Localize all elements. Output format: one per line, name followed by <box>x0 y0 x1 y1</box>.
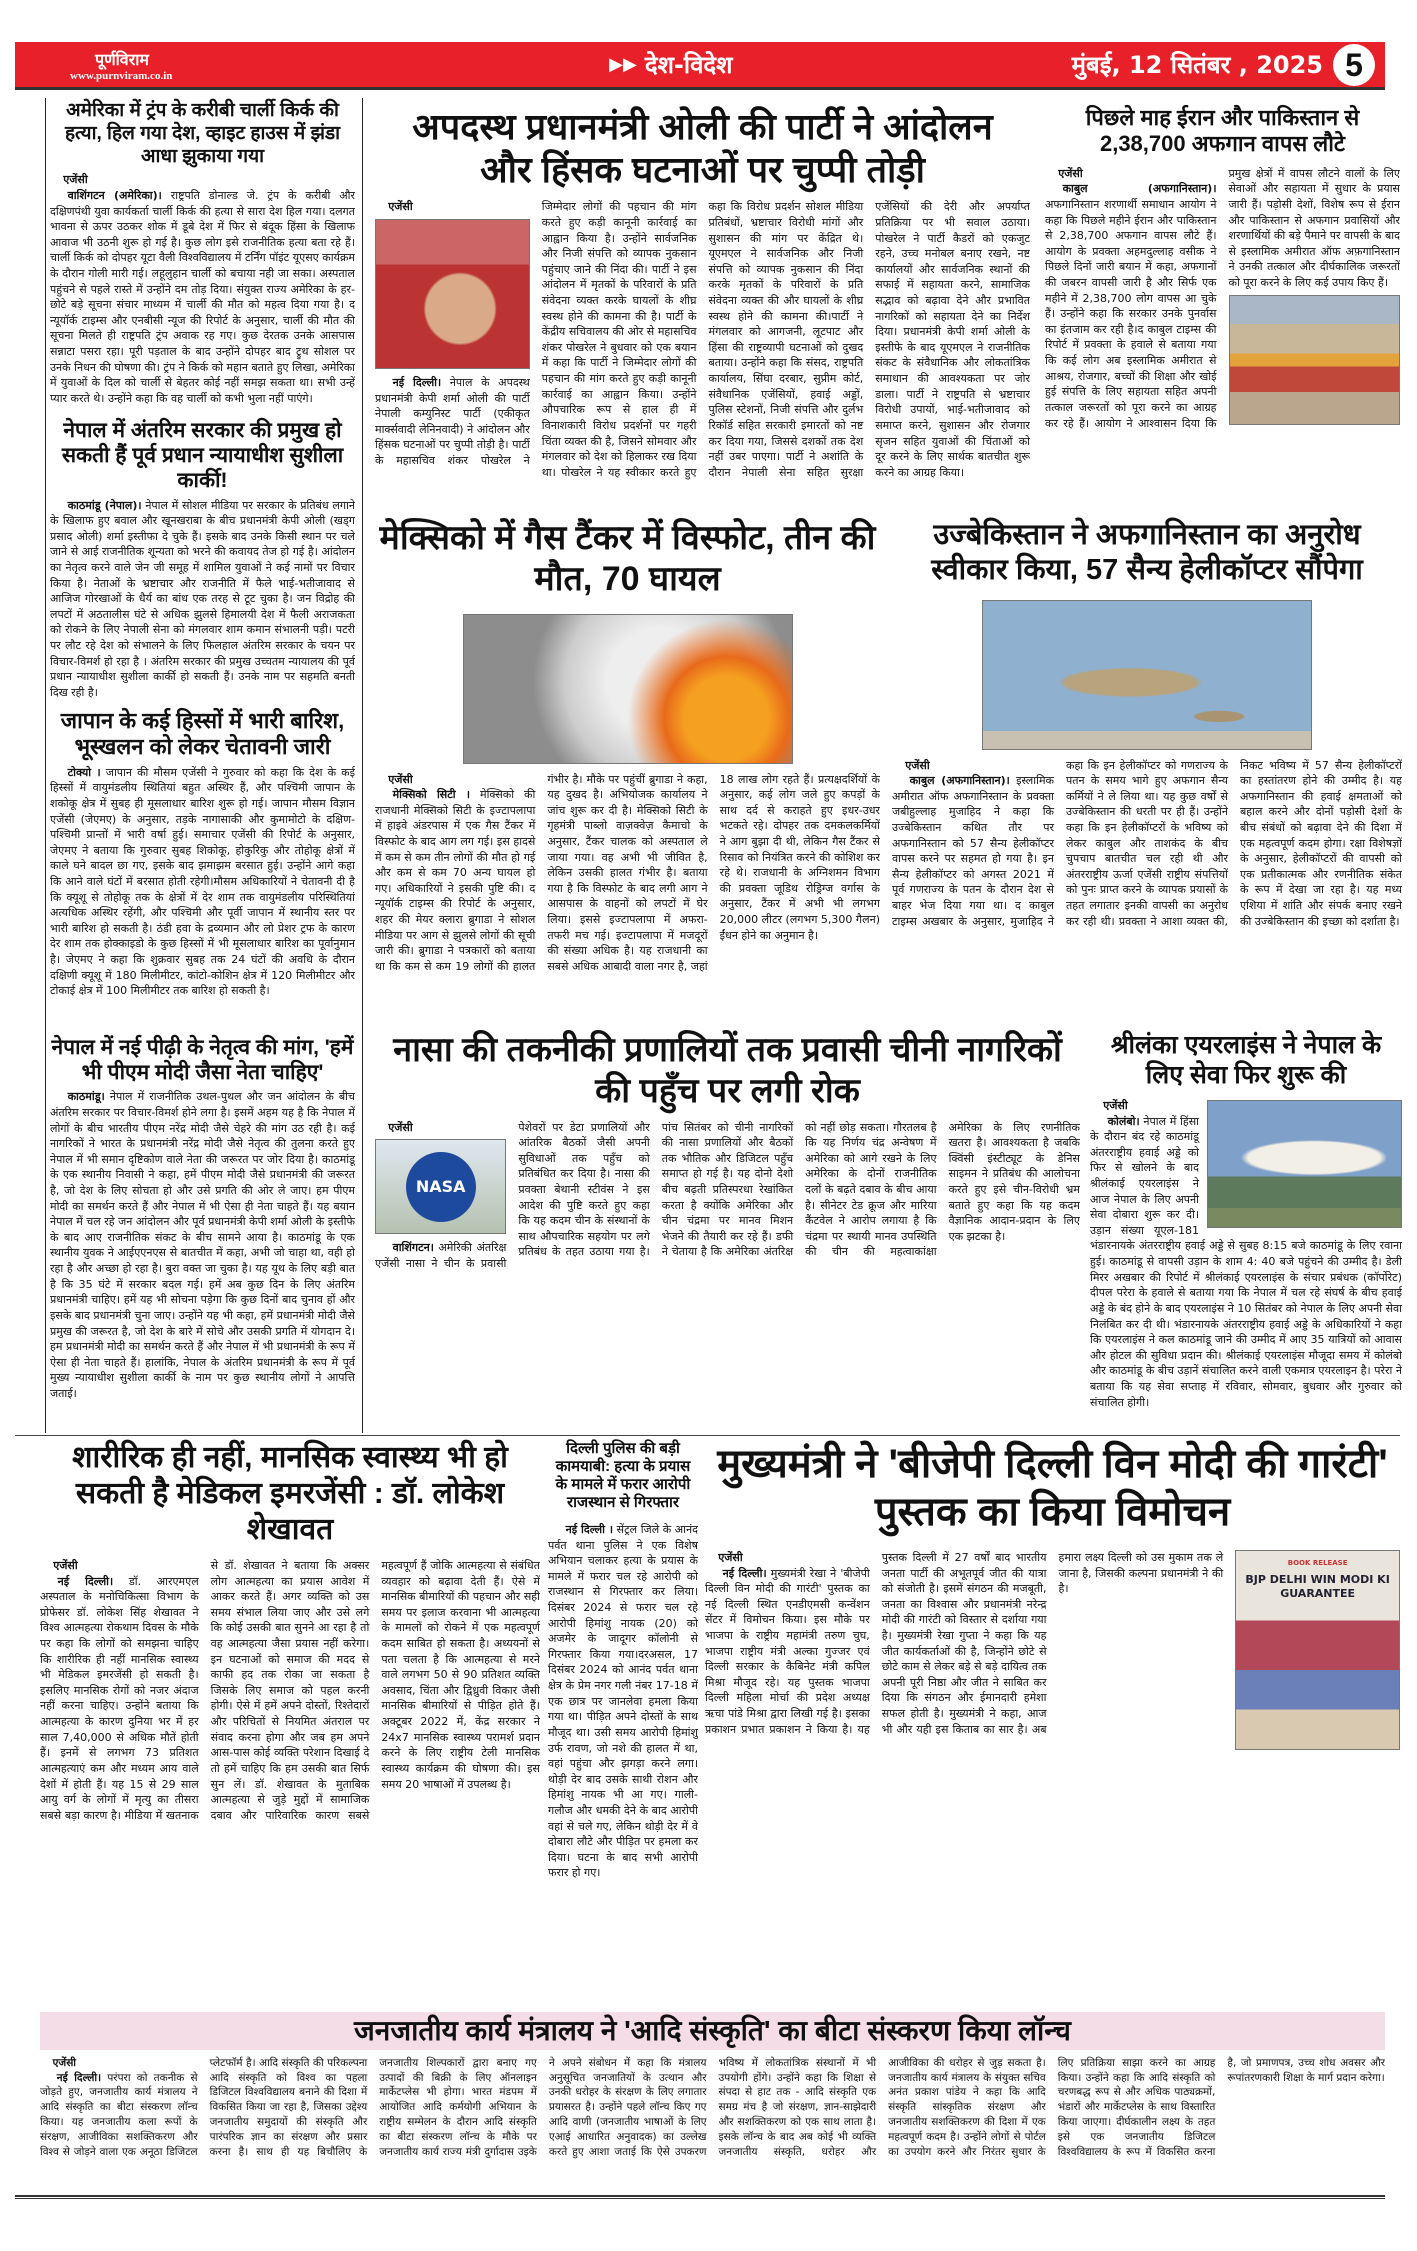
photo-book-release <box>1235 1550 1400 1750</box>
photo-tanker-fire <box>463 614 793 764</box>
article-body <box>50 498 355 718</box>
masthead <box>15 42 1385 90</box>
article-body <box>375 610 880 1005</box>
agency-credit: एजेंसी <box>388 1120 413 1134</box>
agency-credit: एजेंसी <box>63 173 88 187</box>
article-mental-health <box>40 1440 540 2003</box>
dateline-place: वाशिंगटन (अमेरिका)। <box>67 189 162 202</box>
headline: नेपाल में अंतरिम सरकार की प्रमुख हो सकती हैं पूर्व प्रधान न्यायाधीश सुशीला कार्की! <box>61 419 344 493</box>
article-body <box>50 1089 355 1414</box>
article-body <box>375 199 1030 499</box>
headline: पिछले माह ईरान और पाकिस्तान से 2,38,700 अफगान वापस लौटे <box>1085 105 1360 157</box>
dateline-place: काबुल (अफगानिस्तान)। <box>909 774 1010 788</box>
agency-credit: एजेंसी <box>1058 166 1083 180</box>
photo-nasa-globe <box>375 1139 506 1234</box>
body-text: अफगानिस्तान शरणार्थी समाधान आयोग ने कहा कि पिछले महीने ईरान और पाकिस्तान से 2,38,700 अफगान वापस लौटे हैं। आयोग के प्रवक्ता अहमदुल्लाह वसीक ने पिछले दिनों जारी बयान में कहा, अफगानों की जबरन वापसी जारी है और सिर्फ एक महीने में 2,38,700 लोग वापस आ चुके हैं। उन्होंने कहा कि सरकार उनके पुनर्वास का इंतजाम कर रही है।द काबुल टाइम्स की रिपोर्ट में प्रवक्ता के हवाले से बताया गया कि कई लोग अब इस्लामिक अमीरात से आश्रय, रोजगार, बच्चों की शिक्षा और खोई हुई संपत्ति के लिए सहायता सहित अपनी तत्काल जरूरतों को पूरा करने का आग्रह कर रहे हैं। आयोग ने आश्वासन दिया कि प्रमुख क्षेत्रों में वापस लौटने वालों के लिए सेवाओं और सहायता में सुधार के प्रयास जारी हैं। पड़ोसी देशों, विशेष रूप से ईरान और पाकिस्तान से अफगान प्रवासियों और शरणार्थियों की बड़े पैमाने पर वापसी के बाद से इस्लामिक अमीरात ऑफ अफ़गानिस्तान ने उनकी तत्काल और दीर्घकालिक जरूरतों को पूरा करने के लिए कई उपाय किए हैं। <box>1045 166 1400 430</box>
body-text: नेपाल में राजनीतिक उथल-पुथल और जन आंदोलन के बीच अंतरिम सरकार पर विचार-विमर्श होने लगा है। इसमें अहम यह है कि नेपाल में लोगों के बीच भारतीय पीएम नरेंद्र मोदी जैसे चेहरे की मांग उठ रही है। कई नागरिकों ने भारत के प्रधानमंत्री नरेंद्र मोदी जैसे नेतृत्व की तुलना करते हुए नेपाल में भी समान दृष्टिकोण वाले नेता की जरूरत पर जोर दिया है। काठमांडू के एक स्थानीय निवासी ने कहा, हमें पीएम मोदी जैसे प्रधानमंत्री की जरूरत है, जो देश के लिए सोचता हो और उसे प्रगति की ओर ले जाए। हम पीएम मोदी का समर्थन करते हैं और नेपाल में भी ऐसा ही नेता चाहते हैं। यह बयान नेपाल में चल रहे जन आंदोलन और पूर्व प्रधानमंत्री केपी शर्मा ओली के इस्तीफे के बाद आए राजनीतिक संकट के बीच सामने आया है। काठमांडू के एक स्थानीय युवक ने आईएएनएस से बातचीत में कहा, अभी जो चाहा था, वही हो रहा है और अच्छा हो रहा है। बुरा वक्त जा चुका है। यह यूथ के लिए बड़ी बात है कि 35 घंटे में सरकार बदल गई। हमें अब कुछ दिन के लिए अंतरिम प्रधानमंत्री चाहिए। हमें यह भी सोचना पड़ेगा कि कुछ दिनों बाद चुनाव हों और इसके बाद प्रधानमंत्री चुना जाए। उन्होंने यह भी कहा, हमें प्रधानमंत्री मोदी जैसे प्रमुख की जरूरत है, जो देश के बारे में सोचे और उसकी प्रगति में योगदान दे। हम प्रधानमंत्री मोदी का समर्थन करते हैं और नेपाल में भी प्रधानमंत्री के रूप में ऐसा ही नेता चाहते हैं। हालांकि, नेपाल के अंतरिम प्रधानमंत्री के रूप में पूर्व मुख्य न्यायाधीश सुशीला कार्की के नाम पर कुछ स्थानीय लोगों ने आपत्ति जताई। <box>50 1090 355 1400</box>
headline: जनजातीय कार्य मंत्रालय ने 'आदि संस्कृति' का बीटा संस्करण किया लॉन्च <box>40 2012 1385 2050</box>
nasa-logo: NASA <box>406 1152 476 1222</box>
paper-name: पूर्णविराम <box>95 49 149 69</box>
body-text: परंपरा को तकनीक से जोड़ते हुए, जनजातीय कार्य मंत्रालय ने आदि संस्कृति का बीटा संस्करण लॉन्च किया। यह जनजातीय कला रूपों के संरक्षण, आजीविका सशक्तिकरण और विश्व से जोड़ने वाला एक अनूठा डिजिटल प्लेटफॉर्म है। आदि संस्कृति की परिकल्पना आदि संस्कृति को विश्व का पहला डिजिटल विश्वविद्यालय बनाने की दिशा में विकसित किया जा रहा है, जिसका उद्देश्य जनजातीय समुदायों की संस्कृति और पारंपरिक ज्ञान का संरक्षण और प्रसार करना है। साथ ही यह बिचौलिए के जनजातीय शिल्पकारों द्वारा बनाए गए उत्पादों की बिक्री के लिए ऑनलाइन मार्केटप्लेस भी होगा। भारत मंडपम में आयोजित आदि कर्मयोगी अभियान के राष्ट्रीय सम्मेलन के दौरान आदि संस्कृति का बीटा संस्करण लॉन्च के मौके पर जनजातीय कार्य राज्य मंत्री दुर्गादास उइके ने अपने संबोधन में कहा कि मंत्रालय अनुसूचित जनजातियों के उत्थान और उनकी धरोहर के संरक्षण के लिए लगातार प्रयासरत है। उन्होंने पहले लॉन्च किए गए आदि वाणी (जनजातीय भाषाओं के लिए एआई आधारित अनुवादक) का उल्लेख करते हुए आशा जताई कि ऐसे उपकरण भविष्य में लोकतांत्रिक संस्थानों में भी उपयोगी होंगे। उन्होंने कहा कि शिक्षा से संपदा से हाट तक - आदि संस्कृति एक समग्र मंच है जो संरक्षण, ज्ञान-साझेदारी और सशक्तिकरण को एक साथ लाता है। इसके लॉन्च के बाद अब कोई भी व्यक्ति जनजातीय संस्कृति, धरोहर और आजीविका की धरोहर से जुड़ सकता है। जनजातीय कार्य मंत्रालय के संयुक्त सचिव अनंत प्रकाश पांडेय ने कहा कि आदि संस्कृति सांस्कृतिक संरक्षण और जनजातीय सशक्तिकरण की दिशा में एक महत्वपूर्ण कदम है। उन्होंने लोगों से पोर्टल का उपयोग करने और निरंतर सुधार के लिए प्रतिक्रिया साझा करने का आग्रह किया। उन्होंने कहा कि आदि संस्कृति को चरणबद्ध रूप से और अधिक पाठ्यक्रमों, भंडारों और मार्केटप्लेस के साथ विस्तारित किया जाएगा। दीर्घकालीन लक्ष्य के तहत इसे एक जनजातीय डिजिटल विश्वविद्यालय के रूप में विकसित करना है, जो प्रमाणपत्र, उच्च शोध अवसर और रूपांतरणकारी शिक्षा के मार्ग प्रदान करेगा। <box>40 2056 1385 2159</box>
footer-rule <box>15 2195 1385 2199</box>
article-cm-book <box>705 1440 1400 1980</box>
dateline-place: नई दिल्ली। <box>392 375 442 389</box>
body-text: अमेरिकी अंतरिक्ष एजेंसी नासा ने चीन के प्रवासी पेशेवरों पर डेटा प्रणालियों और आंतरिक बैठकों जैसी अपनी सुविधाओं तक पहुँच को प्रतिबंधित कर दिया है। नासा की प्रवक्ता बेथानी स्टीवंस ने इस आदेश की पुष्टि करते हुए कहा कि यह कदम चीन के संस्थानों के साथ औपचारिक सहयोग पर लगे प्रतिबंध के तहत उठाया गया है। पांच सितंबर को चीनी नागरिकों की नासा प्रणालियों और बैठकों तक भौतिक और डिजिटल पहुँच समाप्त हो गई है। यह दोनो देशो बीच बढ़ती प्रतिस्परधा रेखांकित करता है क्योंकि अमेरिका और चीन चंद्रमा पर मानव मिशन भेजने की तैयारी कर रहे हैं। डफी ने चेताया है कि अमेरिका अंतरिक्ष को नहीं छोड़ सकता। गौरतलब है कि यह निर्णय चंद्र अन्वेषण में अमेरिका को आगे रखने के लिए अमेरिका के दोनों राजनीतिक दलों के बढ़ते दबाव के बीच आया है। सीनेटर टेड क्रूज और मारिया कैंटवेल ने आरोप लगाया है कि चंद्रमा पर स्थायी मानव उपस्थिति की चीन की महत्वाकांक्षा अमेरिका के लिए रणनीतिक खतरा है। आवश्यकता है जबकि क्विंसी इंस्टीट्यूट के डेनिस साइमन ने प्रतिबंध की आलोचना करते हुए इसे चीन-विरोधी भ्रम बताते हुए कहा कि यह कदम वैज्ञानिक आदान-प्रदान के लिए एक झटका है। <box>375 1120 1080 1270</box>
headline: अपदस्थ प्रधानमंत्री ओली की पार्टी ने आंदोलन और हिंसक घटनाओं पर चुप्पी तोड़ी <box>412 106 993 191</box>
headline: मेक्सिको में गैस टैंकर में विस्फोट, तीन की मौत, 70 घायल <box>379 519 876 598</box>
body-text: नेपाल में सोशल मीडिया पर सरकार के प्रतिबंध लगाने के खिलाफ हुए बवाल और खूनखराबा के बीच प्रधानमंत्री केपी ओली (खड्ग प्रसाद ओली) शर्मा इस्तीफा दे चुके हैं। इसके बाद उनके किसी स्थान पर चले जाने से आई राजनीतिक शून्यता को भरने की कवायद तेज हो गई है। आंदोलन का नेतृत्व करने वाले जेन जी समूह में शामिल युवाओं ने कई नामों पर विचार किया है। नेताओं के भ्रष्टाचार और राजनीति में फैले भाई-भतीजावाद से आजिज गोरखाओं के धैर्य का बांध एक तरह से टूट चुका है। जन विद्रोह की लपटों में अठतालीस घंटे से अधिक झुलसे हिमालयी देश में फैली अराजकता को रोकने के लिए नेपाली सेना को मंगलवार शाम कमान संभालनी पड़ी। पटरी पर लौट रहे देश को संभालने के लिए फिलहाल अंतरिम सरकार के चयन पर विचार-विमर्श हो रहा है । अंतरिम सरकार की प्रमुख उच्चतम न्यायालय की पूर्व प्रधान न्यायाधीश सुशीला कार्की हो सकती हैं। उनके नाम पर सहमति बनती दिख रही है। <box>50 498 355 699</box>
article-nepal-modi <box>50 1035 355 1414</box>
headline: श्रीलंका एयरलाइंस ने नेपाल के लिए सेवा फिर शुरू की <box>1110 1031 1382 1089</box>
headline: दिल्ली पुलिस की बड़ी कामयाबी: हत्या के प्रयास के मामले में फरार आरोपी राजस्थान से गिरफ्तार <box>555 1440 691 1511</box>
agency-credit: एजेंसी <box>53 1559 78 1572</box>
article-uzbek <box>892 518 1402 996</box>
dateline-place: काठमांडू। <box>67 1090 105 1104</box>
article-afghan-return <box>1045 105 1400 491</box>
dateline-place: नई दिल्ली। <box>57 1574 114 1588</box>
dateline-place: कोलंबो। <box>1107 1114 1140 1128</box>
headline: मुख्यमंत्री ने 'बीजेपी दिल्ली विन मोदी की गारंटी' पुस्तक का किया विमोचन <box>717 1442 1388 1534</box>
column-rule <box>45 98 46 1433</box>
dateline-place: वाशिंगटन। <box>392 1241 434 1255</box>
article-body <box>40 2056 1385 2186</box>
dateline-place: मेक्सिको सिटी । <box>392 788 471 802</box>
headline: अमेरिका में ट्रंप के करीबी चार्ली किर्क की हत्या, हिल गया देश, व्हाइट हाउस में झंडा आधा झुकाया गया <box>64 100 341 167</box>
agency-credit: एजेंसी <box>718 1551 743 1564</box>
headline: उज्बेकिस्तान ने अफगानिस्तान का अनुरोध स्वीकार किया, 57 सैन्य हेलीकॉप्टर सौंपेगा <box>931 519 1363 586</box>
body-text: सेंट्रल जिले के आनंद पर्वत थाना पुलिस ने एक विशेष अभियान चलाकर हत्या के प्रयास के मामले में फरार चल रहे आरोपी को राजस्थान से गिरफ्तार कर लिया। दिसंबर 2024 से फरार चल रहे आरोपी हिमांशु नायक (20) को अजमेर के जादूगर कॉलोनी से गिरफ्तार किया गया।दरअसल, 17 दिसंबर 2024 को आनंद पर्वत थाना क्षेत्र के प्रेम नगर गली नंबर 17-18 में एक छात्र पर जानलेवा हमला किया गया था। पीड़ित अपने दोस्तों के साथ मौजूद था। उसी समय आरोपी हिमांशु उर्फ रावण, जो नशे की हालत में था, वहां पहुंचा और झगड़ा करने लगा। थोड़ी देर बाद उसके साथी रोशन और हिमांशु नायक भी आ गए। गाली-गलौज और धमकी देने के बाद आरोपी वहां से चले गए, लेकिन थोड़ी देर में वे दोबारा लौटे और पीड़ित पर हमला कर दिया। घटना के बाद सभी आरोपी फरार हो गए। <box>548 1523 698 1880</box>
article-nasa <box>375 1030 1080 1420</box>
body-text: राष्ट्रपति डोनाल्ड जे. ट्रंप के करीबी और दक्षिणपंथी युवा कार्यकर्ता चार्ली किर्क की हत्या से सारा देश हिल गया। दलगत भावना से ऊपर उठकर शोक में डूबे देश में फिर से बंदूक हिंसा के खिलाफ आवाज भी उठनी शुरू हो गई है। कुछ लोग इसे राजनीतिक हत्या बता रहे हैं। चार्ली किर्क को दोपहर यूटा वैली विश्वविद्यालय में टर्निंग पॉइंट यूएसए कार्यक्रम के दौरान गोली मारी गई। लहूलुहान चार्ली को बचाया नही जा सका। अस्पताल पहुंचने से पहले रास्ते में उन्होंने दम तोड़ दिया। संयुक्त राज्य अमेरिका के हर-छोटे बड़े सूचना संचार माध्यम में चार्ली की मौत को महत्व दिया गया है। द न्यूयॉर्क टाइम्स और एनबीसी न्यूज की रिपोर्ट के अनुसार, चार्ली की मौत की सूचना मिलते ही राष्ट्रपति ट्रंप अवाक रह गए। कुछ देरतक उनके आसपास सन्नाटा पसरा रहा। पूरी पड़ताल के बाद उन्होंने दोपहर बाद ट्रुथ सोशल पर उनके निधन की घोषणा की। ट्रंप ने किर्क को महान बताते हुए लिखा, अमेरिका में युवाओं के दिल को चार्ली से बेहतर कोई नहीं समझ सकता था। सभी उन्हें प्यार करते थे। उन्होंने कहा कि वह चार्ली को कभी भुला नहीं पाएंगे। <box>50 189 355 405</box>
section-title: देश-विदेश <box>644 51 733 79</box>
article-body <box>40 1558 540 2003</box>
article-karki <box>50 418 355 718</box>
body-text: नेपाल के अपदस्थ प्रधानमंत्री केपी शर्मा ओली की पार्टी नेपाली कम्युनिस्ट पार्टी (एकीकृत मार्क्सवादी लेनिनवादी) ने आंदोलन और हिंसक घटनाओं पर चुप्पी तोड़ी है। पार्टी के महासचिव शंकर पोखरेल ने जिम्मेदार लोगों की पहचान की मांग करते हुए कड़ी कानूनी कार्रवाई का आह्वान किया है। उन्होंने सार्वजनिक और निजी संपत्ति को व्यापक नुकसान पहुंचाए जाने की निंदा की। पार्टी ने इस आंदोलन में मृतकों के परिवारों के प्रति संवेदना व्यक्त करके घायलों के शीघ्र स्वस्थ होने की कामना की है। पार्टी के केंद्रीय सचिवालय की ओर से महासचिव शंकर पोखरेल ने बुधवार को एक बयान में कहा कि पार्टी ने जिम्मेदार लोगों की पहचान की मांग करते हुए कड़ी कानूनी कार्रवाई का आह्वान किया। उन्होंने औपचारिक रूप से हाल ही में विनाशकारी विरोध प्रदर्शनों पर गहरी चिंता व्यक्त की है, जिसने सोमवार और मंगलवार को देश को हिलाकर रख दिया था। पोखरेल ने यह स्वीकार करते हुए कहा कि विरोध प्रदर्शन सोशल मीडिया प्रतिबंधों, भ्रष्टाचार विरोधी मांगों और सुशासन की मांग पर केंद्रित थे। यूएमएल ने सार्वजनिक और निजी संपत्ति को व्यापक नुकसान की निंदा करके मृतकों के परिवारों के प्रति संवेदना व्यक्त की और घायलों के शीघ्र स्वस्थ होने की कामना की।पार्टी ने मंगलवार को आगजनी, लूटपाट और हिंसा की राष्ट्रव्यापी घटनाओं को दुखद बताया। उन्होंने कहा कि संसद, राष्ट्रपति कार्यालय, सिंघा दरबार, सुप्रीम कोर्ट, संवैधानिक एजेंसियों, हवाई अड्डों, पुलिस स्टेशनों, निजी संपत्ति और दुर्लभ रिकॉर्ड सहित सरकारी इमारतों को नष्ट कर दिया गया, जिससे दशकों तक देश नहीं उबर पाएगा। पार्टी ने अशांति के दौरान नेपाली सेना सहित सुरक्षा एजेंसियों की देरी और अपर्याप्त प्रतिक्रिया पर भी सवाल उठाया। पोखरेल ने पार्टी कैडरों को एकजुट रहने, उच्च मनोबल बनाए रखने, नष्ट कार्यालयों और सार्वजनिक स्थानों की सफाई में सहायता करने, सामाजिक सद्भाव को बढ़ावा देने और प्रभावित नागरिकों को सहायता देने का निर्देश दिया। प्रधानमंत्री केपी शर्मा ओली के इस्तीफे के बाद यूएमएल ने राजनीतिक संकट के संवैधानिक और लोकतांत्रिक समाधान की आवश्यकता पर जोर डाला। पार्टी ने राष्ट्रपति से भ्रष्टाचार विरोधी उपायों, भाई-भतीजावाद को समाप्त करने, सुशासन और रोजगार सृजन सहित युवाओं की चिंताओं को दूर करने के लिए सार्थक बातचीत शुरू करने का आग्रह किया। <box>375 200 1030 479</box>
dateline: मुंबई, 12 सितंबर , 2025 <box>1071 51 1323 79</box>
dateline-place: काठमांडू (नेपाल)। <box>67 498 142 512</box>
double-arrow-icon: ▶▶ <box>609 54 637 75</box>
body-text: मेक्सिको की राजधानी मेक्सिको सिटी के इज्टापलापा में हाइवे अंडरपास में एक गैस टैंकर में विस्फोट के बाद आग लग गई। इस हादसे में कम से कम तीन लोगों की मौत हो गई और कम से कम 70 अन्य घायल हो गए। अधिकारियों ने इसकी पुष्टि की। द न्यूयॉर्क टाइम्स की रिपोर्ट के अनुसार, शहर की मेयर क्लारा ब्रुगाडा ने सोशल मीडिया पर आग से झुलसे लोगों की सूची जारी की। ब्रुगाडा ने पत्रकारों को बताया था कि कम से कम 19 लोगों की हालत गंभीर है। मौके पर पहुंचीं ब्रुगाडा ने कहा, यह दुखद है। अभियोजक कार्यालय ने जांच शुरू कर दी है। मेक्सिको सिटी के गृहमंत्री पाब्लो वाज़क्वेज़ कैमाचो के अनुसार, टैंकर चालक को अस्पताल ले जाया गया। वह अभी भी जीवित है, लेकिन उसकी हालत गंभीर है। बताया गया है कि विस्फोट के बाद लगी आग ने आसपास के वाहनों को लपटों में घेर लिया। इससे इज्टापलापा में अफरा-तफरी मच गई। इज्टापलापा में मजदूरों की संख्या अधिक है। यह राजधानी का सबसे अधिक आबादी वाला नगर है, जहां 18 लाख लोग रहते हैं। प्रत्यक्षदर्शियों के अनुसार, कई लोग जले हुए कपड़ों के साथ दर्द से कराहते हुए इधर-उधर भटकते रहे। दोपहर तक दमकलकर्मियों ने आग बुझा दी थी, लेकिन गैस टैंकर से रिसाव को नियंत्रित करने की कोशिश कर रहे थे। राजधानी के अग्निशमन विभाग की प्रवक्ता जूडिथ रोड्रिग्ज वर्गास के अनुसार, टैंकर में अभी भी लगभग 20,000 लीटर (लगभग 5,300 गैलन) ईंधन होने का अनुमान है। <box>375 772 880 973</box>
photo-helicopters <box>982 600 1312 750</box>
body-text: जापान की मौसम एजेंसी ने गुरुवार को कहा कि देश के कई हिस्सों में वायुमंडलीय स्थितियां बहुत अस्थिर हैं, और पश्चिमी जापान के शकोकू क्षेत्र में सुबह ही मूसलाधार बारिश शुरू हो गई। जापान मौसम विज्ञान एजेंसी (जेएमए) के अनुसार, तड़के नागासाकी और कुमामोटो के दक्षिण-पश्चिमी प्रान्तों में भारी वर्षा हुई। समाचार एजेंसी की रिपोर्ट के अनुसार, जेएमए ने बताया कि गुरुवार सुबह शिकोकू, होकुरिकु और तोहोकू क्षेत्रों में काले घने बादल छा गए, इसके बाद झमाझम बरसात हुई। उन्होंने आगे कहा कि आने वाले घंटों में बरसात होती रहेगी।मौसम अधिकारियों ने चेतावनी दी है कि क्यूशू से तोहोकू तक के क्षेत्रों में देर शाम तक वायुमंडलीय परिस्थितियां अत्यधिक अस्थिर रहेंगी, और पश्चिमी और पूर्वी जापान में स्थानीय स्तर पर भारी बारिश हो सकती है। ठंडी हवा के द्रव्यमान और लो प्रेशर ट्रफ के कारण देर शाम तक होक्काइडो के कुछ हिस्सों में भी मूसलाधार बारिश का पूर्वानुमान है। जेएमए ने कहा कि शुक्रवार सुबह तक 24 घंटों की अवधि के दौरान दक्षिणी क्यूशू में 180 मिलीमीटर, कांटो-कोशिन क्षेत्र में 120 मिलीमीटर और टोकाई क्षेत्र में 100 मिलीमीटर तक बारिश हो सकती है। <box>50 765 355 998</box>
dateline-place: नई दिल्ली । <box>565 1523 614 1536</box>
headline: शारीरिक ही नहीं, मानसिक स्वास्थ्य भी हो सकती है मेडिकल इमरजेंसी : डॉ. लोकेश शेखावत <box>72 1441 508 1546</box>
body-text: नेपाल में हिंसा के दौरान बंद रहे काठमांडू अंतरराष्ट्रीय हवाई अड्डे को फिर से खोलने के बाद श्रीलंकाई एयरलाइंस ने आज नेपाल के लिए अपनी सेवा दोबारा शुरू कर दी। उड़ान संख्या यूएल-181 भंडारनायके अंतरराष्ट्रीय हवाई अड्डे से सुबह 8:15 बजे काठमांडू के लिए रवाना हुई। काठमांडू से वापसी उड़ान के शाम 4: 40 बजे पहुंचने की उम्मीद है। डेली मिरर अखबार की रिपोर्ट में श्रीलंकाई एयरलाइंस के संचार प्रबंधक (कॉर्पोरेट) दीपल परेरा के हवाले से बताया गया कि नेपाल में चल रहे संघर्ष के बीच हवाई अड्डे के बंद होने के बाद एयरलाइंस ने 10 सितंबर को नेपाल के लिए अपनी सेवा निलंबित कर दी थी। भंडारनायके अंतरराष्ट्रीय हवाई अड्डे के अधिकारियों ने कहा कि एयरलाइंस ने कल काठमांडू जाने की उम्मीद में आए 35 यात्रियों को आवास और होटल की सुविधा प्रदान की। श्रीलंकाई एयरलाइंस मौजूदा समय में कोलंबो और काठमांडू के बीच उड़ानें संचालित करने वाली एकमात्र एयरलाइन है। परेरा ने बताया कि यह सेवा सप्ताह में रविवार, सोमवार, बुधवार और गुरुवार को संचालित होगी। <box>1090 1114 1402 1409</box>
article-body <box>548 1522 698 1952</box>
dateline-place: टोक्यो । <box>67 765 101 779</box>
article-kirk <box>50 100 355 422</box>
dateline-place: नई दिल्ली। <box>56 2071 102 2084</box>
article-mexico <box>375 518 880 1005</box>
masthead-section <box>609 48 732 81</box>
article-body <box>375 1120 1080 1420</box>
agency-credit: एजेंसी <box>388 772 413 786</box>
masthead-brand <box>70 48 270 82</box>
headline: जापान के कई हिस्सों में भारी बारिश, भूस्खलन को लेकर चेतावनी जारी <box>60 708 345 760</box>
body-text: मुख्यमंत्री रेखा ने 'बीजेपी दिल्ली विन मोदी की गारंटी' पुस्तक का नई दिल्ली स्थित एनडीएमसी कन्वेंशन सेंटर में विमोचन किया। इस मौके पर भाजपा के राष्ट्रीय महामंत्री तरुण चुघ, भाजपा राष्ट्रीय मंत्री अल्का गुज्जर एवं दिल्ली सरकार के कैबिनेट मंत्री कपिल मिश्रा मौजूद रहे। यह पुस्तक भाजपा दिल्ली महिला मोर्चा की प्रदेश अध्यक्ष ऋचा पांडे मिश्रा द्वारा लिखी गई है। इसका प्रकाशन प्रभात प्रकाशन ने किया है। यह पुस्तक दिल्ली में 27 वर्षों बाद भारतीय जनता पार्टी की अभूतपूर्व जीत की यात्रा को संजोती है। इसमें संगठन की मजबूती, जनता का विश्वास और प्रधानमंत्री नरेन्द्र मोदी की गारंटी को विस्तार से दर्शाया गया है। मुख्यमंत्री रेखा गुप्ता ने कहा कि यह जीत कार्यकर्ताओं की है, जिन्होंने छोटे से छोटे काम से लेकर बड़े से बड़े दायित्व तक अपनी पूरी निष्ठा और जीत ने साबित कर दिया कि संगठन और ईमानदारी हमेशा सफल होती है। मुख्यमंत्री ने कहा, आज भी और यही इस किताब का सार है। अब हमारा लक्ष्य दिल्ली को उस मुकाम तक ले जाना है, जिसकी कल्पना प्रधानमंत्री ने की है। <box>705 1551 1224 1736</box>
article-delhi-police <box>548 1440 698 1952</box>
paper-url[interactable]: www.purnviram.co.in <box>70 69 173 82</box>
article-body <box>50 765 355 1020</box>
agency-credit: एजेंसी <box>905 758 930 772</box>
body-text: इस्लामिक अमीरात ऑफ अफगानिस्तान के प्रवक्ता जबीहुल्लाह मुजाहिद ने कहा कि उज्बेकिस्तान कथित तौर पर अफगानिस्तान को 57 सैन्य हेलीकॉप्टर वापस करने पर सहमत हो गया है। इन सैन्य हेलीकॉप्टर को अगस्त 2021 में पूर्व गणराज्य के पतन के दौरान देश से बाहर भेज दिया गया था। द काबुल टाइम्स अखबार के अनुसार, मुजाहिद ने कहा कि इन हेलीकॉप्टर को गणराज्य के पतन के समय भागे हुए अफगान सैन्य कर्मियों ने ले लिया था। यह कुछ वर्षों से उज्बेकिस्तान की धरती पर ही हैं। उन्होंने कहा कि इन हेलीकॉप्टरों के भविष्य को लेकर काबुल और ताशकंद के बीच चुपचाप बातचीत चल रही थी और अंतरराष्ट्रीय ऊर्जा एजेंसी राष्ट्रीय संपत्तियों को पुनः प्राप्त करने के व्यापक प्रयासों के तहत लगातार इनकी वापसी का अनुरोध कर रही थी। प्रवक्ता ने आशा व्यक्त की, निकट भविष्य में 57 सैन्य हेलीकॉप्टरों का हस्तांतरण होने की उम्मीद है। यह अफगानिस्तान की हवाई क्षमताओं को बहाल करने और दोनों पड़ोसी देशों के बीच संबंधों को बढ़ावा देने की दिशा में एक महत्वपूर्ण कदम होगा। रक्षा विशेषज्ञों के अनुसार, हेलीकॉप्टरों की वापसी को एक प्रतीकात्मक और रणनीतिक संकेत के रूप में देखा जा रहा है। यह मध्य एशिया में शांति और संपर्क बनाए रखने की उज्बेकिस्तान की इच्छा को दर्शाता है। <box>892 758 1402 928</box>
headline: नासा की तकनीकी प्रणालियों तक प्रवासी चीनी नागरिकों की पहुँच पर लगी रोक <box>393 1031 1062 1110</box>
photo-airliner <box>1207 1100 1402 1228</box>
agency-credit: एजेंसी <box>1103 1099 1128 1112</box>
article-srilanka <box>1090 1030 1402 1418</box>
section-divider <box>15 1435 1400 1436</box>
agency-credit: एजेंसी <box>52 2056 77 2069</box>
article-oli <box>375 105 1030 499</box>
article-body <box>1045 166 1400 491</box>
photo-pokharel <box>375 219 530 369</box>
article-adi-sanskriti <box>40 2012 1385 2186</box>
headline: नेपाल में नई पीढ़ी के नेतृत्व की मांग, 'हमें भी पीएम मोदी जैसा नेता चाहिए' <box>51 1036 354 1085</box>
photo-loaded-trucks <box>1229 295 1401 425</box>
article-body <box>1090 1098 1402 1418</box>
article-japan <box>50 708 355 1020</box>
page-number: 5 <box>1333 44 1375 86</box>
article-body <box>892 596 1402 996</box>
book-release-label: BOOK RELEASE <box>1287 1559 1348 1567</box>
article-body <box>705 1550 1400 1980</box>
article-body <box>50 172 355 422</box>
column-rule <box>362 98 363 1433</box>
dateline-place: नई दिल्ली। <box>722 1566 767 1580</box>
dateline-place: काबुल (अफगानिस्तान)। <box>1062 182 1217 196</box>
masthead-date <box>1072 44 1375 86</box>
body-text: डॉ. आरएमएल अस्पताल के मनोचिकित्सा विभाग के प्रोफेसर डॉ. लोकेश सिंह शेखावत ने विश्व आत्महत्या रोकथाम दिवस के मौके पर कहा कि लोगों को समझना चाहिए कि शारीरिक ही नहीं मानसिक स्वास्थ्य भी मेडिकल इमरजेंसी हो सकती है। इसलिए मानसिक रोगों को नजर अंदाज नहीं करना चाहिए। उन्होंने बताया कि आत्महत्या के कारण दुनिया भर में हर साल 7,40,000 से अधिक मौतें होती हैं। इनमें से लगभग 73 प्रतिशत आत्महत्याएं कम और मध्यम आय वाले देशों में होती हैं। यह 15 से 29 साल आयु वर्ग के लोगों में मृत्यु का तीसरा सबसे बड़ा कारण है। मीडिया में खतनाक से डॉ. शेखावत ने बताया कि अक्सर लोग आत्महत्या का प्रयास आवेश में आकर करते हैं। अगर व्यक्ति को उस समय संभाल लिया जाए और उसे लगे कि कोई उसकी बात सुनने आ रहा है तो वह आत्महत्या जैसा प्रयास नहीं करेगा। इन घटनाओं को समाज की मदद से काफी हद तक रोका जा सकता है जिसके लिए समाज को पहल करनी होगी। ऐसे में हमें अपने दोस्तों, रिश्तेदारों और परिचितों से नियमित अंतराल पर संवाद करना होगा और जब हम अपने आस-पास कोई व्यक्ति परेशान दिखाई दे तो हमें चाहिए कि हम उसकी बात सिर्फ सुन लें। डॉ. शेखावत के मुताबिक आत्महत्या से जुड़े मुद्दों में सामाजिक दबाव और पारिवारिक कारण सबसे महत्वपूर्ण हैं जोकि आत्महत्या से संबंधित व्यवहार को बढ़ावा देती हैं। ऐसे में मानसिक बीमारियों की पहचान और सही समय पर इलाज करवाना भी आत्महत्या के मामलों को रोकने में एक महत्वपूर्ण कदम साबित हो सकता है। अध्ययनों से पता चलता है कि आत्महत्या से मरने वाले लगभग 50 से 90 प्रतिशत व्यक्ति अवसाद, चिंता और द्विध्रुवी विकार जैसी मानसिक बीमारियों से पीड़ित होते हैं। अक्टूबर 2022 में, केंद्र सरकार ने 24x7 मानसिक स्वास्थ्य परामर्श प्रदान करने के लिए राष्ट्रीय टेली मानसिक स्वास्थ्य कार्यक्रम की घोषणा की। इस समय 20 भाषाओं में उपलब्ध है। <box>40 1559 540 1822</box>
agency-credit: एजेंसी <box>388 200 413 214</box>
book-banner-text: BJP DELHI WIN MODI KI GUARANTEE <box>1245 1573 1390 1601</box>
